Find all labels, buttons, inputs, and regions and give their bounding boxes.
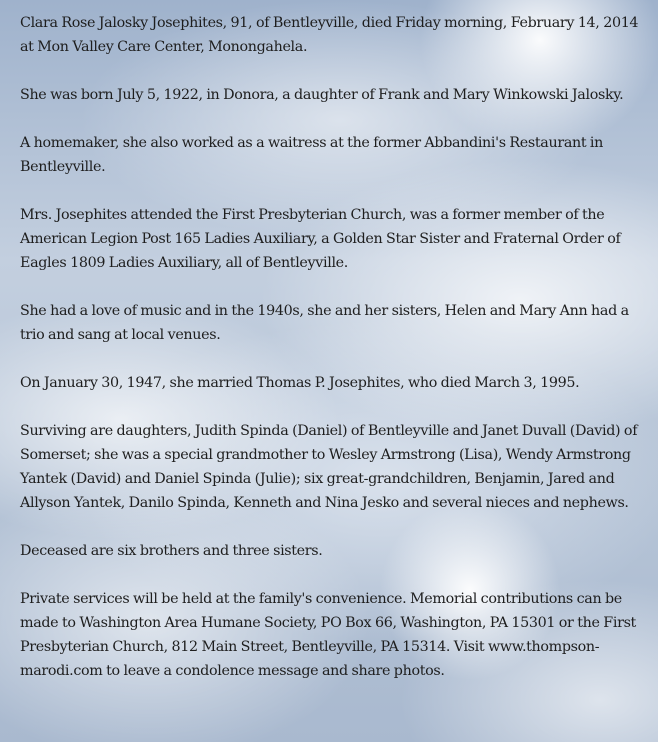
- obituary-paragraph-birth: She was born July 5, 1922, in Donora, a daughter of Frank and Mary Winkowski Jalosky.: [20, 87, 624, 103]
- obituary-paragraph-deceased: Deceased are six brothers and three sisters.: [20, 543, 323, 559]
- obituary-paragraph-death: Clara Rose Jalosky Josephites, 91, of Bentleyville, died Friday morning, February 14, 2014 at Mon Valley Care Center, Monongahela.: [20, 15, 639, 55]
- obituary-paragraph-music: She had a love of music and in the 1940s, she and her sisters, Helen and Mary Ann had a trio and sang at local venues.: [20, 303, 629, 343]
- obituary-paragraph-services: Private services will be held at the family's convenience. Memorial contributions can be made to Washington Area Humane Society, PO Box 66, Washington, PA 15301 or the First Presbyterian Church, 812 Main Street, Bentleyville, PA 15314. Visit www.thompson-marodi.com to leave a condolence message and share photos.: [20, 591, 636, 679]
- obituary-paragraph-work: A homemaker, she also worked as a waitress at the former Abbandini's Restaurant in Bentleyville.: [20, 135, 604, 175]
- obituary-text: [20, 11, 646, 683]
- obituary-paragraph-survivors: Surviving are daughters, Judith Spinda (Daniel) of Bentleyville and Janet Duvall (David) of Somerset; she was a special grandmother to Wesley Armstrong (Lisa), Wendy Armstrong Yantek (David) and Daniel Spinda (Julie); six great-grandchildren, Benjamin, Jared and Allyson Yantek, Danilo Spinda, Kenneth and Nina Jesko and several nieces and nephews.: [20, 423, 638, 511]
- obituary-paragraph-memberships: Mrs. Josephites attended the First Presbyterian Church, was a former member of the American Legion Post 165 Ladies Auxiliary, a Golden Star Sister and Fraternal Order of Eagles 1809 Ladies Auxiliary, all of Bentleyville.: [20, 207, 621, 271]
- obituary-paragraph-marriage: On January 30, 1947, she married Thomas P. Josephites, who died March 3, 1995.: [20, 375, 580, 391]
